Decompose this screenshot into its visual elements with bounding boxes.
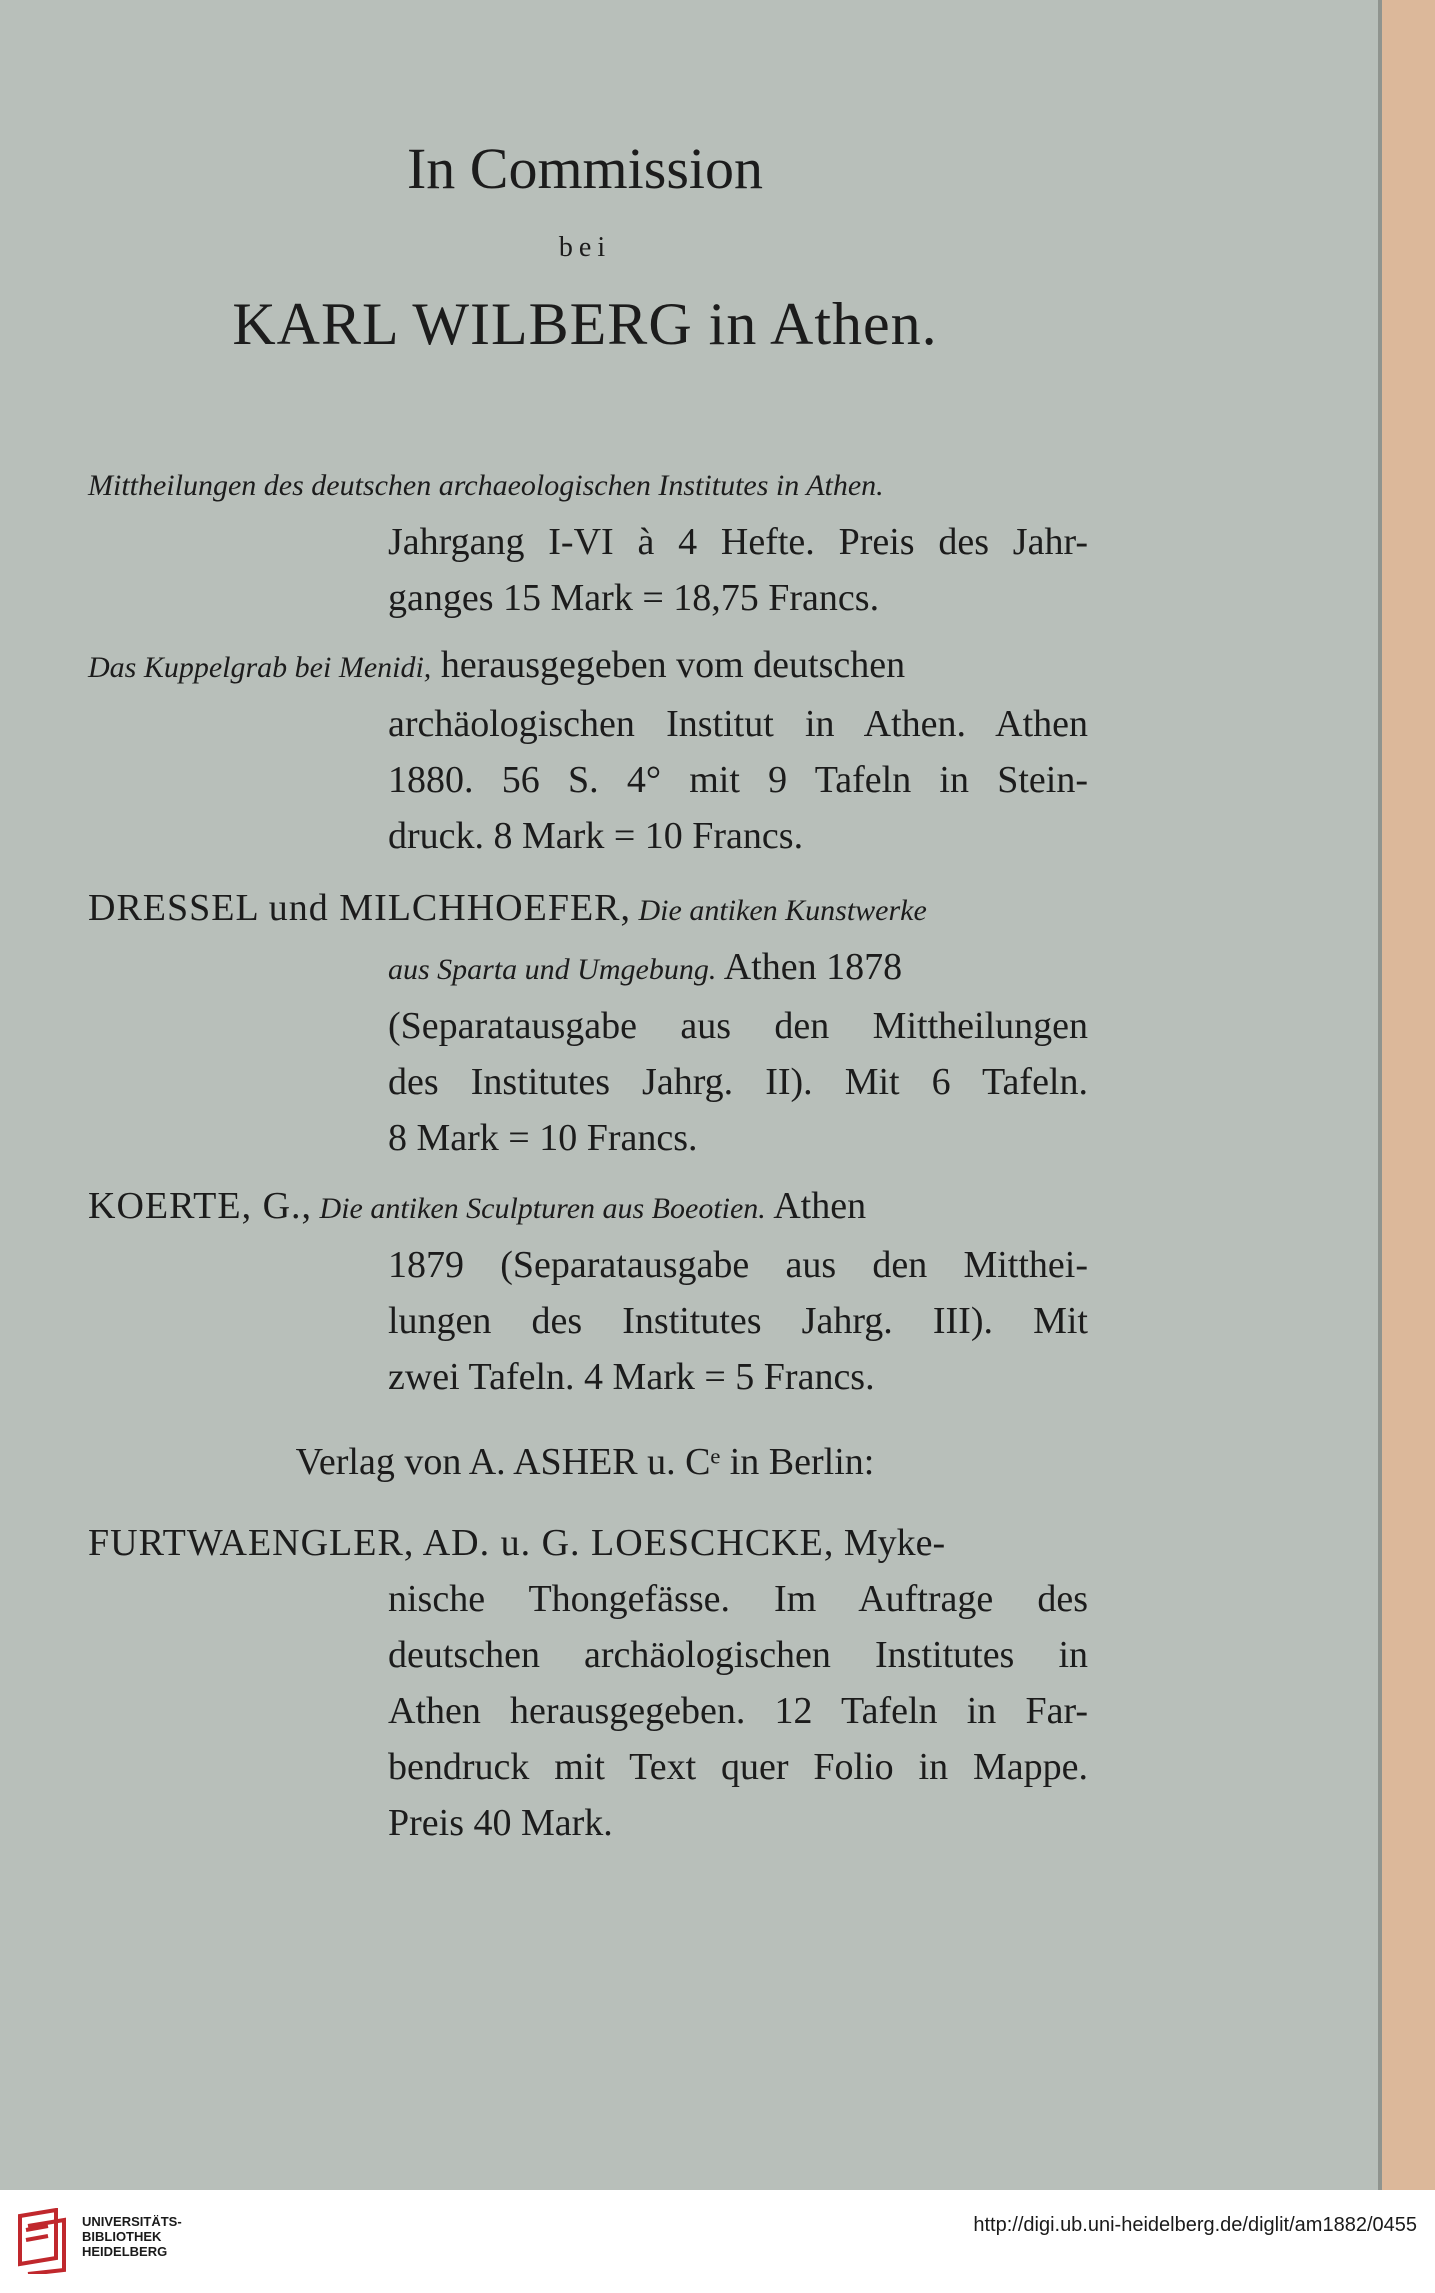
entry-title: Das Kuppelgrab bei Menidi,: [88, 651, 432, 684]
heading-in-commission: In Commission: [406, 136, 764, 201]
entry-dressel: [88, 880, 1088, 1166]
entry-line: [88, 637, 1088, 696]
entry-line: archäologischen Institut in Athen. Athen: [388, 703, 1088, 745]
entry-line: [88, 939, 1088, 998]
entry-line: deutschen archäologischen Institutes in: [388, 1634, 1088, 1676]
entry-mittheilungen: [88, 455, 1088, 626]
entry-text: herausgegeben vom deutschen: [431, 644, 906, 686]
entry-line: (Separatausgabe aus den Mittheilungen: [388, 1005, 1088, 1047]
library-name-line: BIBLIOTHEK: [82, 2229, 162, 2244]
entry-line: des Institutes Jahrg. II). Mit 6 Tafeln.: [388, 1061, 1088, 1103]
entry-line: [88, 1515, 1088, 1571]
entry-author: KOERTE, G.,: [88, 1185, 313, 1227]
entry-line: Preis 40 Mark.: [388, 1802, 613, 1844]
heading-bei: bei: [558, 232, 612, 263]
library-name-line: HEIDELBERG: [82, 2244, 168, 2259]
entry-line: [88, 455, 1088, 514]
entry-line: lungen des Institutes Jahrg. III). Mit: [388, 1300, 1088, 1342]
entry-line: [88, 880, 1088, 939]
entry-line: 8 Mark = 10 Francs.: [388, 1117, 698, 1159]
entry-line: 1879 (Separatausgabe aus den Mitthei-: [388, 1244, 1088, 1286]
entry-line: Jahrgang I-VI à 4 Hefte. Preis des Jahr-: [388, 521, 1088, 563]
page-edge: [1382, 0, 1435, 2190]
entry-koerte: [88, 1178, 1088, 1405]
library-name-line: UNIVERSITÄTS-: [82, 2214, 182, 2229]
heading-publisher: KARL WILBERG in Athen.: [232, 291, 938, 357]
entry-furtwaengler: [88, 1515, 1088, 1851]
entry-author: DRESSEL und MILCHHOEFER,: [88, 887, 632, 929]
publisher-line-asher: Verlag von A. ASHER u. Cᵉ in Berlin:: [295, 1441, 875, 1483]
entry-text: Athen 1878: [716, 946, 903, 988]
library-name: [82, 2214, 182, 2259]
entry-text: Myke-: [834, 1522, 946, 1564]
source-url-link[interactable]: http://digi.ub.uni-heidelberg.de/diglit/am1882/0455: [973, 2214, 1417, 2236]
entry-line: nische Thongefässe. Im Auftrage des: [388, 1578, 1088, 1620]
library-logo-icon: [16, 2208, 68, 2274]
entry-line: 1880. 56 S. 4° mit 9 Tafeln in Stein-: [388, 759, 1088, 801]
entry-line: ganges 15 Mark = 18,75 Francs.: [388, 577, 880, 619]
entry-title: Die antiken Kunstwerke: [631, 894, 927, 927]
entry-kuppelgrab: [88, 637, 1088, 864]
entry-title: Mittheilungen des deutschen archaeologischen Institutes in Athen.: [88, 469, 884, 502]
footer: [0, 2190, 1435, 2293]
entry-text: Athen: [765, 1185, 867, 1227]
entry-line: [88, 1178, 1088, 1237]
entry-line: druck. 8 Mark = 10 Francs.: [388, 815, 804, 857]
entry-line: Athen herausgegeben. 12 Tafeln in Far-: [388, 1690, 1088, 1732]
entry-line: zwei Tafeln. 4 Mark = 5 Francs.: [388, 1356, 875, 1398]
entry-title: Die antiken Sculpturen aus Boeotien.: [312, 1192, 766, 1225]
entry-title: aus Sparta und Umgebung.: [388, 953, 717, 986]
entry-line: bendruck mit Text quer Folio in Mappe.: [388, 1746, 1088, 1788]
entry-author: FURTWAENGLER, AD. u. G. LOESCHCKE,: [88, 1522, 835, 1564]
